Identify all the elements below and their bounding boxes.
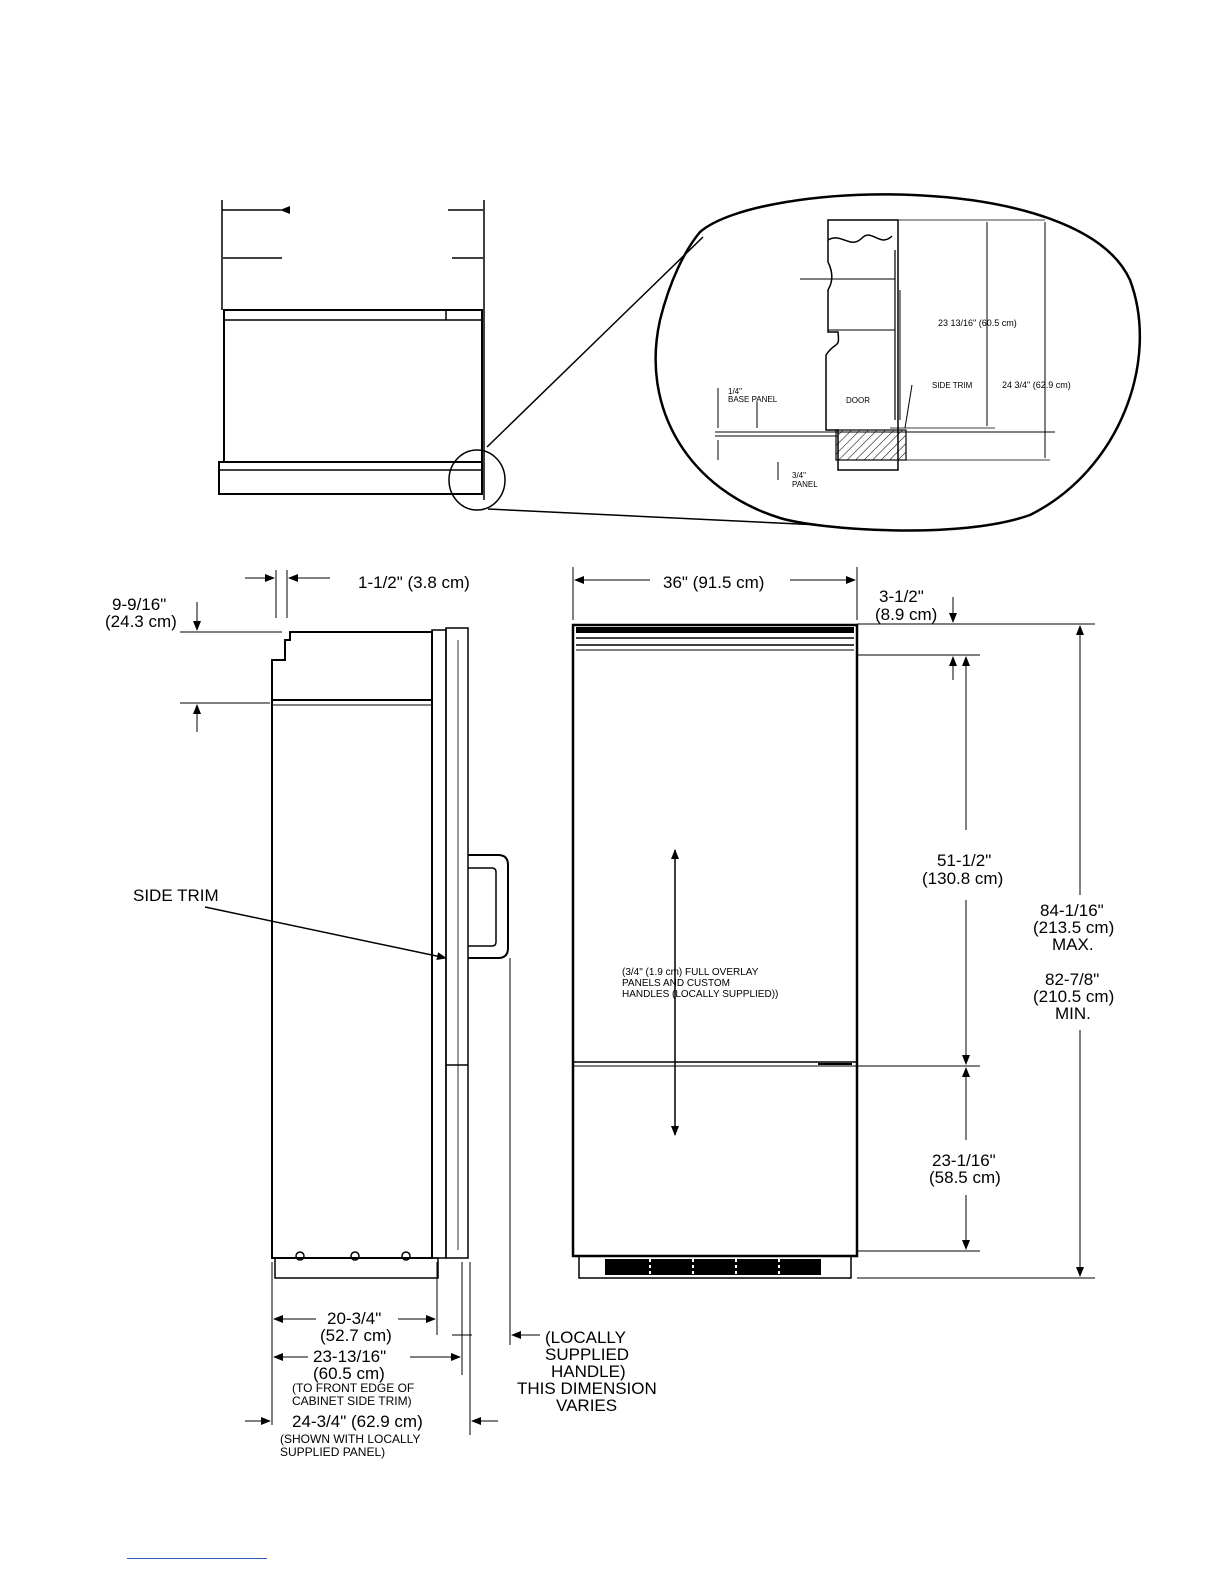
overlay-note-line-1: (3/4" (1.9 cm) FULL OVERLAY <box>622 967 759 978</box>
front-dim-3-1-2-cm: (8.9 cm) <box>875 605 938 624</box>
detail-panel-dim: 3/4" <box>792 471 806 480</box>
detail-labels <box>728 318 1071 489</box>
handle-note-line-5: VARIES <box>556 1396 618 1415</box>
front-view-labels <box>622 573 1114 1187</box>
front-dim-82-cm: (210.5 cm) <box>1033 987 1115 1006</box>
front-dim-84-value: 84-1/16" <box>1040 901 1104 920</box>
front-dim-23-1-16-cm: (58.5 cm) <box>929 1168 1001 1187</box>
front-dim-84-max: MAX. <box>1052 935 1094 954</box>
front-dim-51-1-2-cm: (130.8 cm) <box>922 869 1004 888</box>
handle-note-line-4: THIS DIMENSION <box>517 1379 657 1398</box>
detail-dim-23-13-16: 23 13/16" (60.5 cm) <box>938 318 1017 328</box>
footer-rule <box>127 1558 267 1559</box>
front-dim-82-value: 82-7/8" <box>1045 970 1100 989</box>
detail-side-trim-label: SIDE TRIM <box>932 381 973 390</box>
side-dim-23-13-16-note-1: (TO FRONT EDGE OF <box>292 1381 415 1395</box>
front-view <box>573 567 1095 1278</box>
detail-dim-24-3-4: 24 3/4" (62.9 cm) <box>1002 380 1071 390</box>
side-dim-1-1-2: 1-1/2" (3.8 cm) <box>358 573 470 592</box>
front-dim-84-cm: (213.5 cm) <box>1033 918 1115 937</box>
detail-base-panel-dim: 1/4" <box>728 387 742 396</box>
handle-note-line-3: HANDLE) <box>551 1362 626 1381</box>
front-dim-51-1-2-value: 51-1/2" <box>937 851 992 870</box>
side-dim-20-3-4-cm: (52.7 cm) <box>320 1326 392 1345</box>
side-dim-23-13-16-cm: (60.5 cm) <box>313 1364 385 1383</box>
detail-door-label: DOOR <box>846 396 870 405</box>
side-dim-24-3-4-note-2: SUPPLIED PANEL) <box>280 1445 386 1459</box>
side-dim-24-3-4-note-1: (SHOWN WITH LOCALLY <box>280 1432 421 1446</box>
overlay-note-line-2: PANELS AND CUSTOM <box>622 978 730 989</box>
side-dim-9-9-16-cm: (24.3 cm) <box>105 612 177 631</box>
side-view <box>180 570 540 1435</box>
detail-bubble <box>656 194 1140 530</box>
side-dim-23-13-16-note-2: CABINET SIDE TRIM) <box>292 1394 412 1408</box>
side-dim-23-13-16-value: 23-13/16" <box>313 1347 387 1366</box>
side-trim-label: SIDE TRIM <box>133 886 219 905</box>
detail-panel-label: PANEL <box>792 480 818 489</box>
side-dim-20-3-4-value: 20-3/4" <box>327 1309 382 1328</box>
front-dim-3-1-2-value: 3-1/2" <box>879 587 924 606</box>
front-dim-82-min: MIN. <box>1055 1004 1091 1023</box>
side-dim-9-9-16-value: 9-9/16" <box>112 595 167 614</box>
overlay-note-line-3: HANDLES (LOCALLY SUPPLIED)) <box>622 989 779 1000</box>
top-view <box>219 200 820 525</box>
side-dim-24-3-4: 24-3/4" (62.9 cm) <box>292 1412 423 1431</box>
detail-base-panel-label: BASE PANEL <box>728 395 778 404</box>
handle-note-line-1: (LOCALLY <box>545 1328 626 1347</box>
handle-note-line-2: SUPPLIED <box>545 1345 630 1364</box>
front-dim-36: 36" (91.5 cm) <box>663 573 765 592</box>
front-dim-23-1-16-value: 23-1/16" <box>932 1151 996 1170</box>
